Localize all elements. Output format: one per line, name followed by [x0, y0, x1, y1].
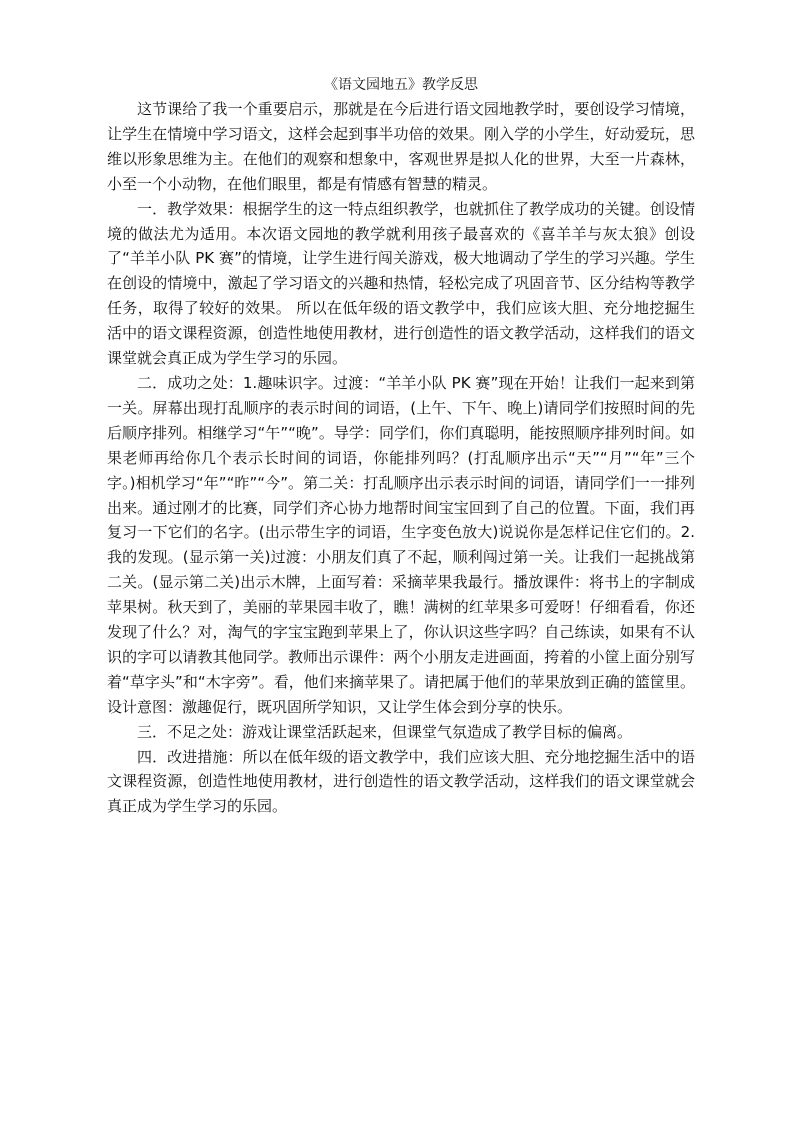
paragraph-successes: 二．成功之处：1.趣味识字。过渡：“羊羊小队 PK 赛”现在开始！让我们一起来到第一关。屏幕出现打乱顺序的表示时间的词语，(上午、下午、晚上)请同学们按照时间的先后顺序排列。相继学习“午”“晚”。导学：同学们，你们真聪明，能按照顺序排列时间。如果老师再给你几个表示长时间的词语，你能排列吗？(打乱顺序出示“天”“月”“年”三个字。)相机学习“年”“昨”“今”。第二关：打乱顺序出示表示时间的词语，请同学们一一排列出来。通过刚才的比赛，同学们齐心协力地帮时间宝宝回到了自己的位置。下面，我们再复习一下它们的名字。(出示带生字的词语，生字变色放大)说说你是怎样记住它们的。2.我的发现。(显示第一关)过渡：小朋友们真了不起，顺利闯过第一关。让我们一起挑战第二关。(显示第二关)出示木牌，上面写着：采摘苹果我最行。播放课件：将书上的字制成苹果树。秋天到了，美丽的苹果园丰收了，瞧！满树的红苹果多可爱呀！仔细看看，你还发现了什么？对，淘气的字宝宝跑到苹果上了，你认识这些字吗？自己练读，如果有不认识的字可以请教其他同学。教师出示课件：两个小朋友走进画面，挎着的小筐上面分别写着“草字头”和“木字旁”。看，他们来摘苹果了。请把属于他们的苹果放到正确的篮筐里。设计意图：激趣促行，既巩固所学知识，又让学生体会到分享的快乐。 [107, 373, 695, 716]
document-title: 《语文园地五》教学反思 [324, 77, 478, 93]
document-body [107, 76, 695, 819]
paragraph-intro: 这节课给了我一个重要启示，那就是在今后进行语文园地教学时，要创设学习情境，让学生在情境中学习语文，这样会起到事半功倍的效果。刚入学的小学生，好动爱玩，思维以形象思维为主。在他们的观察和想象中，客观世界是拟人化的世界，大至一片森林，小至一个小动物，在他们眼里，都是有情感有智慧的精灵。 [107, 100, 695, 193]
paragraph-teaching-effect: 一．教学效果：根据学生的这一特点组织教学，也就抓住了教学成功的关键。创设情境的做法尤为适用。本次语文园地的教学就利用孩子最喜欢的《喜羊羊与灰太狼》创设了“羊羊小队 PK 赛”的情境，让学生进行闯关游戏，极大地调动了学生的学习兴趣。学生在创设的情境中，激起了学习语文的兴趣和热情，轻松完成了巩固音节、区分结构等教学任务，取得了较好的效果。 所以在低年级的语文教学中，我们应该大胆、充分地挖掘生活中的语文课程资源，创造性地使用教材，进行创造性的语文教学活动，这样我们的语文课堂就会真正成为学生学习的乐园。 [107, 199, 695, 368]
paragraph-improvements: 四．改进措施：所以在低年级的语文教学中，我们应该大胆、充分地挖掘生活中的语文课程资源，创造性地使用教材，进行创造性的语文教学活动，这样我们的语文课堂就会真正成为学生学习的乐园。 [107, 747, 695, 816]
paragraph-shortcomings: 三．不足之处：游戏让课堂活跃起来，但课堂气氛造成了教学目标的偏离。 [137, 722, 633, 741]
